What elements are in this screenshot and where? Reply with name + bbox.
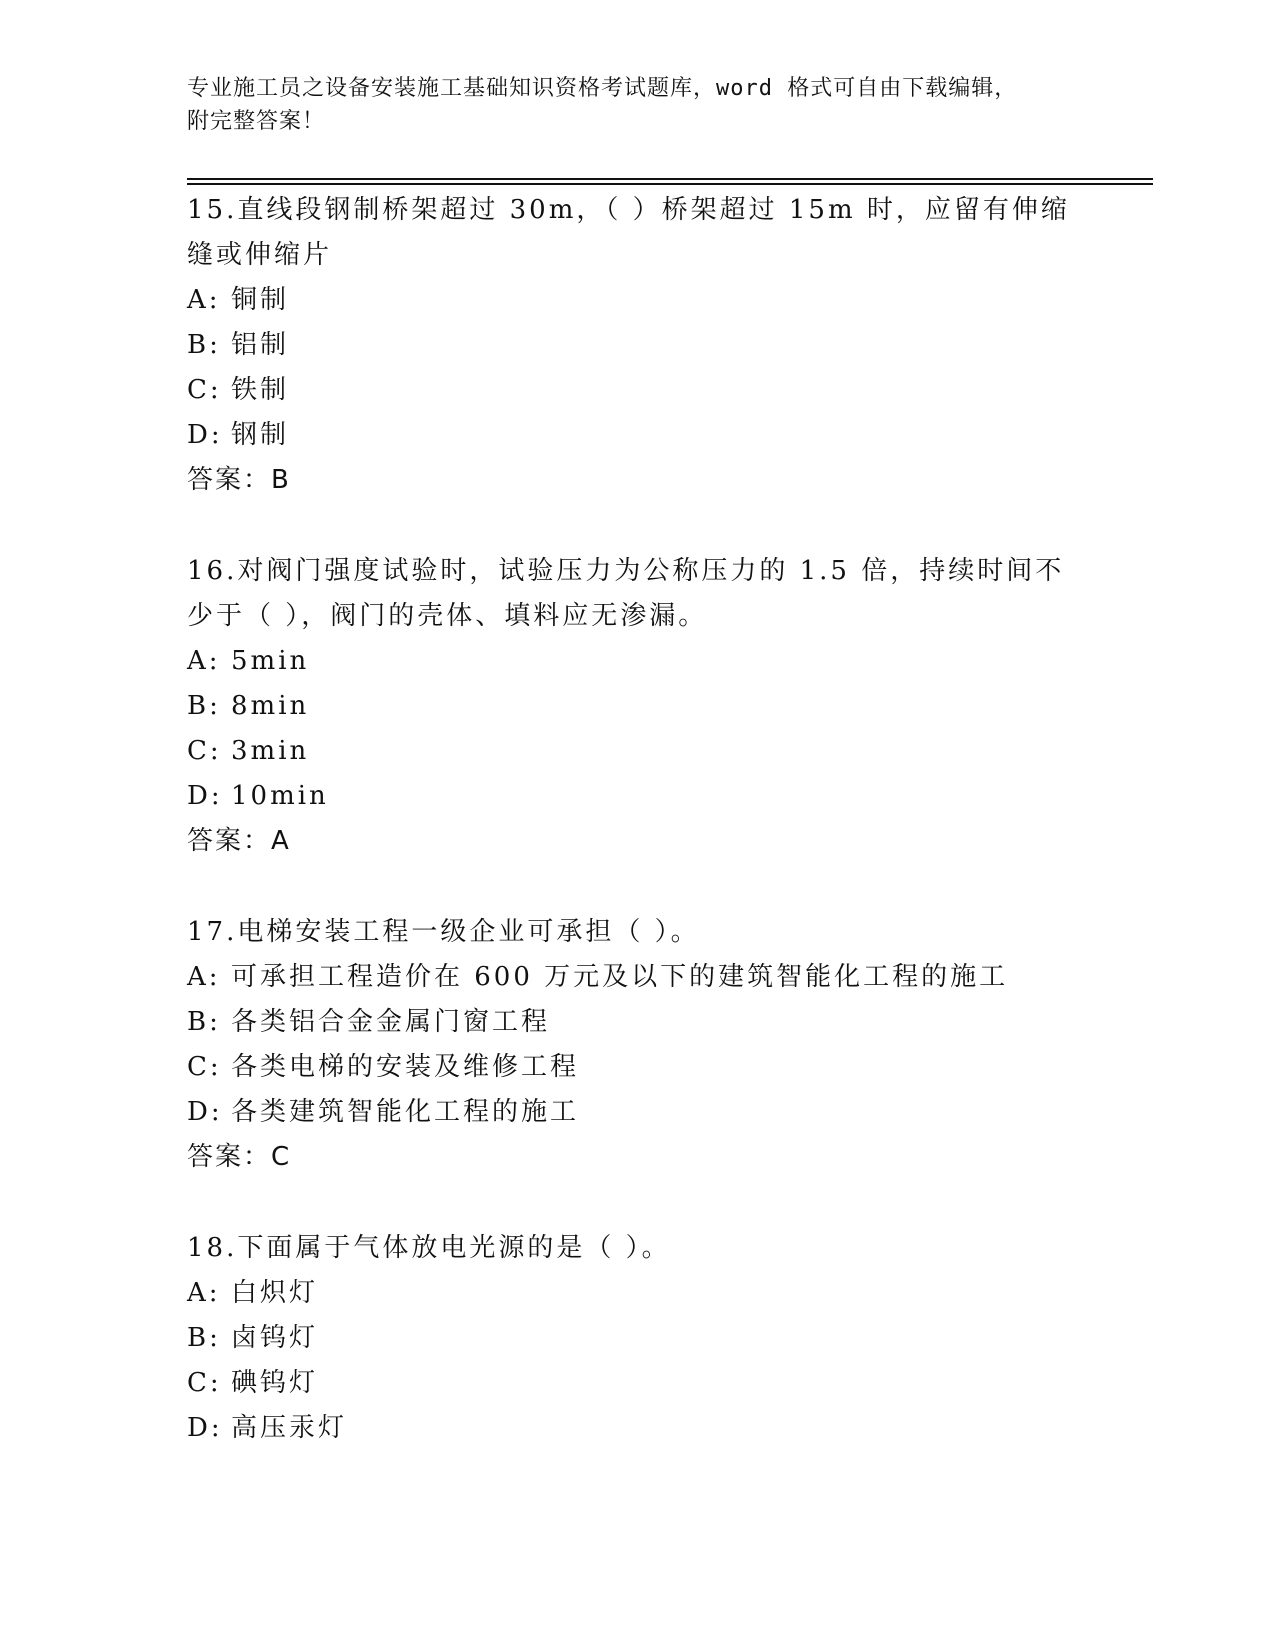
option-text: 可承担工程造价在 600 万元及以下的建筑智能化工程的施工 [231, 962, 1009, 992]
answer-line: 答案：C [187, 1142, 292, 1172]
question-16 [187, 549, 1087, 864]
question-stem: 17.电梯安装工程一级企业可承担（ ）。 [187, 917, 700, 947]
question-stem: 15.直线段钢制桥架超过 30m，（ ）桥架超过 15m 时，应留有伸缩缝或伸缩片 [187, 195, 1070, 270]
option-text: 各类建筑智能化工程的施工 [231, 1097, 580, 1127]
question-15 [187, 188, 1087, 503]
option-key: B: [187, 691, 221, 721]
option-text: 钢制 [231, 420, 290, 450]
option-key: A: [187, 646, 221, 676]
document-header [187, 72, 1087, 138]
option-key: C: [187, 1368, 222, 1398]
option-a [187, 1271, 1087, 1316]
option-key: D: [187, 1097, 223, 1127]
option-b [187, 1000, 1087, 1045]
option-key: C: [187, 736, 222, 766]
option-key: A: [187, 962, 221, 992]
option-text: 碘钨灯 [231, 1368, 319, 1398]
option-b [187, 323, 1087, 368]
option-text: 3min [231, 736, 310, 766]
option-text: 10min [231, 781, 329, 811]
option-key: C: [187, 1052, 222, 1082]
option-b [187, 1316, 1087, 1361]
option-text: 铁制 [231, 375, 290, 405]
option-key: D: [187, 781, 223, 811]
option-c [187, 1361, 1087, 1406]
option-text: 各类电梯的安装及维修工程 [231, 1052, 580, 1082]
option-text: 白炽灯 [231, 1278, 319, 1308]
option-key: A: [187, 285, 221, 315]
header-line-2: 附完整答案！ [187, 109, 326, 134]
header-divider-top [187, 178, 1153, 180]
option-text: 各类铝合金金属门窗工程 [231, 1007, 551, 1037]
option-a [187, 639, 1087, 684]
option-a [187, 278, 1087, 323]
question-list [187, 188, 1087, 1497]
option-key: B: [187, 1007, 221, 1037]
option-text: 8min [231, 691, 310, 721]
header-line-1: 专业施工员之设备安装施工基础知识资格考试题库，word 格式可自由下载编辑， [187, 76, 1018, 101]
option-key: B: [187, 330, 221, 360]
option-text: 铜制 [231, 285, 290, 315]
option-a [187, 955, 1087, 1000]
option-c [187, 729, 1087, 774]
option-d [187, 413, 1087, 458]
option-key: B: [187, 1323, 221, 1353]
option-text: 5min [231, 646, 310, 676]
option-d [187, 1090, 1087, 1135]
option-c [187, 368, 1087, 413]
question-stem: 16.对阀门强度试验时，试验压力为公称压力的 1.5 倍，持续时间不少于（ ），阀门的壳体、填料应无渗漏。 [187, 556, 1065, 631]
option-key: A: [187, 1278, 221, 1308]
option-text: 高压汞灯 [231, 1413, 348, 1443]
option-text: 卤钨灯 [231, 1323, 319, 1353]
question-17 [187, 910, 1087, 1180]
option-key: D: [187, 1413, 223, 1443]
option-b [187, 684, 1087, 729]
option-text: 铝制 [231, 330, 290, 360]
question-stem: 18.下面属于气体放电光源的是（ ）。 [187, 1233, 671, 1263]
option-d [187, 774, 1087, 819]
option-c [187, 1045, 1087, 1090]
answer-line: 答案：A [187, 826, 291, 856]
answer-line: 答案：B [187, 465, 291, 495]
option-d [187, 1406, 1087, 1451]
header-divider-bottom [187, 183, 1153, 185]
option-key: C: [187, 375, 222, 405]
question-18 [187, 1226, 1087, 1451]
option-key: D: [187, 420, 223, 450]
